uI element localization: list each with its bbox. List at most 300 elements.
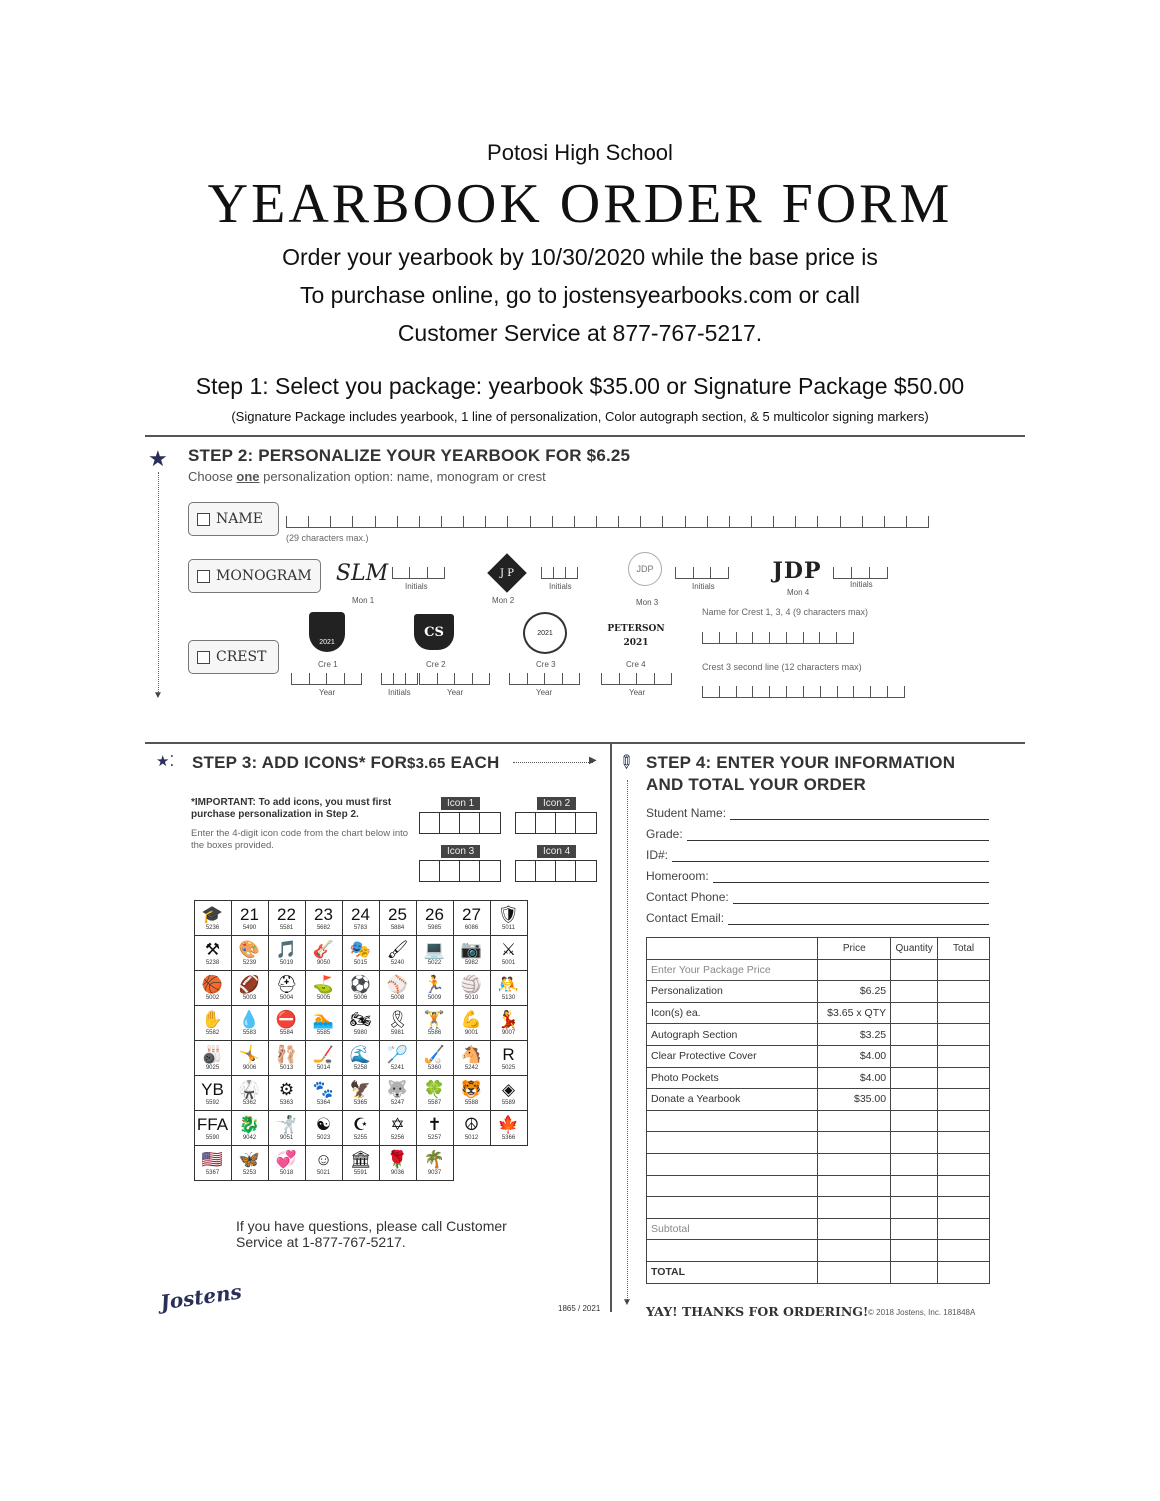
icon-chart-code: 5130 [501, 994, 516, 1001]
step4-title-line1: STEP 4: ENTER YOUR INFORMATION [646, 753, 956, 772]
monogram-4-boxes[interactable] [833, 563, 888, 579]
icon-chart-cell [305, 1145, 343, 1181]
order-item-quantity-input[interactable] [891, 1261, 938, 1283]
monogram-3-emblem: JDP [628, 552, 662, 586]
monogram-2-field-label: Initials [549, 582, 572, 591]
icon-chart-cell [268, 935, 306, 971]
crest-2-shield: CS [414, 614, 454, 650]
order-item-total-input[interactable] [938, 1089, 990, 1111]
icon-chart-cell [231, 900, 269, 936]
icon-chart-row [194, 1145, 574, 1180]
order-item-label: Personalization [647, 981, 818, 1003]
icon-chart-glyph-icon: 🏀 [201, 974, 224, 994]
icon-chart [194, 900, 574, 1180]
crest-2-initials-boxes[interactable] [381, 669, 418, 685]
order-item-quantity-input[interactable] [891, 1089, 938, 1111]
order-item-quantity-input[interactable] [891, 1110, 938, 1132]
order-table-row [647, 959, 990, 981]
icon-chart-code: 5019 [279, 959, 294, 966]
icon-chart-cell [231, 1145, 269, 1181]
icon-chart-code: 5363 [279, 1099, 294, 1106]
icon-chart-cell [490, 1005, 528, 1041]
order-table-row [647, 1218, 990, 1240]
name-option-button[interactable] [188, 502, 279, 536]
order-table-header-row [647, 938, 990, 960]
icon-chart-cell [453, 1110, 491, 1146]
grade-field[interactable] [646, 827, 989, 841]
step2-subtitle [188, 469, 546, 484]
icon-chart-cell [490, 1110, 528, 1146]
icon-chart-glyph-icon: 🩰 [275, 1044, 298, 1064]
step1-text: Step 1: Select you package: yearbook $35.00 or Signature Package $50.00 [195, 373, 965, 399]
header-item [647, 938, 818, 960]
order-item-quantity-input[interactable] [891, 1175, 938, 1197]
icon-chart-glyph-icon: 🎳 [201, 1044, 224, 1064]
order-item-total-input[interactable] [938, 1132, 990, 1154]
icon-chart-code: 5018 [279, 1169, 294, 1176]
order-item-price [818, 1175, 891, 1197]
icon-chart-code: 5022 [427, 959, 442, 966]
icon-chart-glyph-icon: 🐾 [312, 1079, 335, 1099]
icon-chart-glyph-icon: ⚾ [386, 974, 409, 994]
icon-chart-glyph-icon: 27 [462, 904, 481, 924]
icon-chart-cell [342, 900, 380, 936]
icon-chart-cell [379, 900, 417, 936]
step3-each: EACH [450, 753, 500, 772]
icon-chart-glyph-icon: 25 [388, 904, 407, 924]
icon-chart-glyph-icon: 🤺 [275, 1114, 298, 1134]
icon-chart-code: 5253 [242, 1169, 257, 1176]
icon-chart-cell [453, 1040, 491, 1076]
icon-chart-code: 5001 [501, 959, 516, 966]
icon-chart-glyph-icon: ☺ [314, 1149, 333, 1169]
icon-chart-glyph-icon: ⛔ [275, 1009, 298, 1029]
order-item-price [818, 1218, 891, 1240]
order-item-quantity-input[interactable] [891, 981, 938, 1003]
form-code: 1865 / 2021 [558, 1304, 601, 1313]
icon-chart-code: 5247 [390, 1099, 405, 1106]
order-item-total-input[interactable] [938, 1110, 990, 1132]
monogram-1-emblem: SLM [335, 560, 389, 586]
icon-chart-cell [268, 970, 306, 1006]
icon-chart-glyph-icon: 🎭 [349, 939, 372, 959]
id-field[interactable] [646, 848, 989, 862]
icon-chart-glyph-icon: 🏊 [312, 1009, 335, 1029]
order-item-quantity-input[interactable] [891, 1024, 938, 1046]
icon-chart-glyph-icon: 🐺 [386, 1079, 409, 1099]
icon-chart-code: 5021 [316, 1169, 331, 1176]
crest-1-year-boxes[interactable] [291, 669, 362, 685]
order-item-quantity-input[interactable] [891, 1197, 938, 1219]
contact-phone-field[interactable] [646, 890, 989, 904]
crest-name-boxes[interactable] [702, 628, 854, 644]
icon-chart-glyph-icon: 🤸 [238, 1044, 261, 1064]
icon-chart-glyph-icon: ✋ [201, 1009, 224, 1029]
icon-chart-cell [268, 1040, 306, 1076]
icon-2-code-boxes[interactable] [515, 812, 597, 834]
order-table-row [647, 1110, 990, 1132]
icon-chart-code: 5005 [316, 994, 331, 1001]
order-item-total-input[interactable] [938, 1240, 990, 1262]
crest-4-caption: Cre 4 [626, 660, 646, 669]
icon-chart-glyph-icon: ☯ [315, 1114, 332, 1134]
icon-chart-glyph-icon: ⚔ [500, 939, 517, 959]
icon-chart-glyph-icon: 💻 [423, 939, 446, 959]
order-item-quantity-input[interactable] [891, 1067, 938, 1089]
name-checkbox[interactable] [197, 513, 210, 526]
icon-chart-code: 9037 [427, 1169, 442, 1176]
icon-chart-glyph-icon: ✡ [390, 1114, 405, 1134]
monogram-4-field-label: Initials [850, 580, 873, 589]
contact-email-label: Contact Email: [646, 911, 725, 925]
icon-chart-code: 5241 [390, 1064, 405, 1071]
icon-chart-glyph-icon: ✝ [427, 1114, 442, 1134]
header-total: Total [938, 938, 990, 960]
icon-chart-cell [305, 1005, 343, 1041]
order-item-quantity-input[interactable] [891, 1240, 938, 1262]
crest-2-year-label: Year [447, 688, 464, 697]
icon-chart-cell [194, 970, 232, 1006]
order-item-price: $3.65 x QTY [818, 1002, 891, 1024]
online-purchase-text: To purchase online, go to jostensyearbooks.com or call [300, 282, 860, 308]
icon-chart-code: 5590 [205, 1134, 220, 1141]
order-item-label [647, 1110, 818, 1132]
icon-4-code-boxes[interactable] [515, 860, 597, 882]
order-item-quantity-input[interactable] [891, 1153, 938, 1175]
homeroom-line[interactable] [713, 871, 989, 883]
icon-chart-code: 5006 [353, 994, 368, 1001]
icon-chart-cell [379, 970, 417, 1006]
arrow-down-icon-step4: ▼ [622, 1297, 632, 1308]
icon-chart-cell [379, 1005, 417, 1041]
order-item-label: Autograph Section [647, 1024, 818, 1046]
icon-chart-cell [379, 1145, 417, 1181]
icon-chart-code: 5362 [242, 1099, 257, 1106]
order-item-total-input[interactable] [938, 959, 990, 981]
icon-chart-code: 5980 [353, 1029, 368, 1036]
icon-chart-cell [231, 1005, 269, 1041]
icon-chart-glyph-icon: 🏸 [386, 1044, 409, 1064]
icon-chart-glyph-icon: 🎗 [386, 1009, 409, 1029]
crest-second-line-note: Crest 3 second line (12 characters max) [702, 662, 862, 672]
icon-chart-code: 5238 [205, 959, 220, 966]
icon-chart-code: 6086 [464, 924, 479, 931]
star-icon: ★ [148, 446, 168, 471]
icon-chart-code: 5009 [427, 994, 442, 1001]
icon-chart-glyph-icon: 💞 [275, 1149, 298, 1169]
icon-chart-row [194, 1040, 574, 1075]
icon-chart-glyph-icon: 🎵 [275, 939, 298, 959]
student-name-field[interactable] [646, 806, 989, 820]
icon-chart-cell [490, 935, 528, 971]
icon-chart-cell [194, 1005, 232, 1041]
order-item-quantity-input[interactable] [891, 1002, 938, 1024]
order-total-table [646, 937, 990, 1284]
icon-chart-code: 5588 [464, 1099, 479, 1106]
monogram-2-emblem [487, 553, 527, 593]
icon-chart-cell [342, 1075, 380, 1111]
step3-title [192, 753, 500, 773]
icon-chart-row [194, 1005, 574, 1040]
icon-chart-glyph-icon: R [502, 1044, 515, 1064]
icon-chart-cell [268, 1110, 306, 1146]
crest-checkbox[interactable] [197, 651, 210, 664]
id-line[interactable] [672, 850, 989, 862]
arrow-down-icon: ▼ [153, 690, 163, 701]
icon-1-label: Icon 1 [441, 797, 480, 810]
order-item-price: $4.00 [818, 1067, 891, 1089]
step2-title: STEP 2: PERSONALIZE YOUR YEARBOOK FOR $6.25 [188, 446, 631, 465]
icon-chart-cell [305, 1075, 343, 1111]
monogram-3-boxes[interactable] [675, 563, 729, 579]
form-title: YEARBOOK ORDER FORM [207, 173, 953, 235]
icon-2-label: Icon 2 [537, 797, 576, 810]
icon-chart-glyph-icon: ⛑ [275, 974, 298, 994]
crest-option-button[interactable] [188, 640, 279, 674]
crest-1-shield: 2021 [309, 612, 345, 652]
icon-3-code-boxes[interactable] [419, 860, 501, 882]
icon-chart-code: 5783 [353, 924, 368, 931]
name-character-boxes[interactable] [286, 512, 929, 528]
icon-chart-cell [231, 1040, 269, 1076]
steps-divider [610, 742, 612, 1312]
icon-chart-cell [194, 1110, 232, 1146]
order-item-quantity-input[interactable] [891, 1218, 938, 1240]
step3-important-note: *IMPORTANT: To add icons, you must first purchase personalization in Step 2. [191, 797, 392, 820]
icon-chart-cell [453, 1075, 491, 1111]
icon-chart-glyph-icon: 🦅 [349, 1079, 372, 1099]
order-item-total-input[interactable] [938, 1002, 990, 1024]
icon-chart-cell [231, 1110, 269, 1146]
icon-chart-code: 5010 [464, 994, 479, 1001]
monogram-3-field-label: Initials [692, 582, 715, 591]
order-item-total-input[interactable] [938, 1261, 990, 1283]
icon-chart-glyph-icon: 🏛 [349, 1149, 372, 1169]
step4-dotted-guide [627, 780, 628, 1302]
icon-chart-code: 5366 [501, 1134, 516, 1141]
order-item-total-input[interactable] [938, 1153, 990, 1175]
crest-name-note: Name for Crest 1, 3, 4 (9 characters max) [702, 607, 869, 617]
icon-chart-code: 5025 [501, 1064, 516, 1071]
icon-chart-glyph-icon: 🛡 [497, 904, 520, 924]
icon-chart-cell [194, 1040, 232, 1076]
order-item-price [818, 1153, 891, 1175]
order-item-label [647, 1132, 818, 1154]
contact-phone-line[interactable] [733, 892, 989, 904]
icon-chart-glyph-icon: 💪 [460, 1009, 483, 1029]
order-item-label: Donate a Yearbook [647, 1089, 818, 1111]
icon-chart-glyph-icon: 🐴 [460, 1044, 483, 1064]
crest-4-field-label: Year [629, 688, 646, 697]
icon-3-label: Icon 3 [441, 845, 480, 858]
icon-chart-cell [453, 970, 491, 1006]
icon-chart-code: 9007 [501, 1029, 516, 1036]
icon-chart-code: 5981 [390, 1029, 405, 1036]
name-option-label: NAME [216, 511, 263, 527]
icon-chart-cell [342, 935, 380, 971]
icon-chart-code: 5365 [353, 1099, 368, 1106]
step2-subtitle-post: personalization option: name, monogram or crest [259, 469, 546, 484]
order-item-price [818, 1240, 891, 1262]
order-item-label: Clear Protective Cover [647, 1045, 818, 1067]
order-item-label: Photo Pockets [647, 1067, 818, 1089]
order-item-label [647, 1153, 818, 1175]
icon-chart-glyph-icon: 🏒 [312, 1044, 335, 1064]
icon-chart-cell [268, 1075, 306, 1111]
crest-4-year-boxes[interactable] [601, 669, 672, 685]
order-table-row [647, 1067, 990, 1089]
icon-chart-code: 5255 [353, 1134, 368, 1141]
icon-chart-cell [416, 1005, 454, 1041]
icon-chart-cell [416, 1145, 454, 1181]
icon-chart-code: 5236 [205, 924, 220, 931]
grade-label: Grade: [646, 827, 683, 841]
icon-chart-cell [194, 1145, 232, 1181]
icon-chart-glyph-icon: ⛳ [312, 974, 335, 994]
icon-chart-code: 5239 [242, 959, 257, 966]
icon-chart-code: 5587 [427, 1099, 442, 1106]
icon-chart-code: 5584 [279, 1029, 294, 1036]
icon-chart-code: 5985 [427, 924, 442, 931]
thanks-message: YAY! THANKS FOR ORDERING! [646, 1304, 869, 1319]
icon-chart-code: 5591 [353, 1169, 368, 1176]
icon-chart-cell [490, 970, 528, 1006]
icon-chart-cell [342, 1005, 380, 1041]
icon-chart-cell [416, 1075, 454, 1111]
icon-chart-code: 5589 [501, 1099, 516, 1106]
order-item-label: Icon(s) ea. [647, 1002, 818, 1024]
icon-chart-code: 9036 [390, 1169, 405, 1176]
step2-top-rule [145, 435, 1025, 437]
monogram-2-caption: Mon 2 [492, 596, 515, 605]
icon-chart-cell [305, 935, 343, 971]
icon-chart-code: 5585 [316, 1029, 331, 1036]
icon-chart-glyph-icon: 💧 [238, 1009, 261, 1029]
monogram-4-caption: Mon 4 [787, 588, 810, 597]
order-item-label [647, 1240, 818, 1262]
crest-1-emblem [305, 608, 349, 656]
icon-chart-cell [268, 1145, 306, 1181]
icon-chart-cell [379, 1040, 417, 1076]
crest-3-year-boxes[interactable] [509, 669, 580, 685]
order-item-quantity-input[interactable] [891, 959, 938, 981]
monogram-1-boxes[interactable] [392, 563, 445, 579]
order-item-quantity-input[interactable] [891, 1045, 938, 1067]
icon-chart-code: 5242 [464, 1064, 479, 1071]
icon-chart-cell [416, 935, 454, 971]
icon-chart-cell [268, 1005, 306, 1041]
name-max-note: (29 characters max.) [286, 533, 369, 543]
icon-chart-code: 5023 [316, 1134, 331, 1141]
monogram-option-button[interactable] [188, 559, 321, 593]
icon-chart-glyph-icon: 🎨 [238, 939, 261, 959]
order-table-row [647, 1261, 990, 1283]
icon-chart-cell [342, 1145, 380, 1181]
icon-chart-glyph-icon: 🌊 [349, 1044, 372, 1064]
icon-chart-glyph-icon: 23 [314, 904, 333, 924]
step3-instructions: Enter the 4-digit icon code from the chart below into the boxes provided. [191, 828, 409, 851]
monogram-2-boxes[interactable] [541, 563, 578, 579]
icon-chart-row [194, 1075, 574, 1110]
icon-chart-glyph-icon: 🏋 [423, 1009, 446, 1029]
crest-3-emblem: 2021 [523, 612, 567, 654]
grade-line[interactable] [687, 829, 989, 841]
step2-dotted-guide [158, 472, 159, 694]
icon-chart-cell [194, 900, 232, 936]
crest-2-emblem [410, 610, 458, 654]
order-item-price [818, 1132, 891, 1154]
order-table-row [647, 1045, 990, 1067]
jostens-logo: Jostens [158, 1279, 244, 1315]
step1-note: (Signature Package includes yearbook, 1 line of personalization, Color autograph section, & 5 multicolor signing markers) [231, 409, 929, 424]
icon-chart-code: 5257 [427, 1134, 442, 1141]
icon-chart-cell [231, 970, 269, 1006]
icon-chart-glyph-icon: 🇺🇸 [201, 1149, 224, 1169]
contact-email-line[interactable] [728, 913, 989, 925]
icon-chart-glyph-icon: ⚒ [204, 939, 221, 959]
contact-email-field[interactable] [646, 911, 989, 925]
monogram-checkbox[interactable] [197, 570, 210, 583]
monogram-3-caption: Mon 3 [636, 598, 659, 607]
crest-2-year-boxes[interactable] [419, 669, 490, 685]
icon-chart-code: 9042 [242, 1134, 257, 1141]
icon-chart-glyph-icon: ⚙ [278, 1079, 295, 1099]
crest-1-caption: Cre 1 [318, 660, 338, 669]
order-item-label: Subtotal [647, 1218, 818, 1240]
icon-chart-cell [416, 970, 454, 1006]
icon-chart-cell [342, 1110, 380, 1146]
step2-subtitle-pre: Choose [188, 469, 237, 484]
icon-1-code-boxes[interactable] [419, 812, 501, 834]
icon-chart-glyph-icon: 22 [277, 904, 296, 924]
order-item-price [818, 959, 891, 981]
icon-chart-row [194, 900, 574, 935]
student-name-line[interactable] [730, 808, 989, 820]
order-item-total-input[interactable] [938, 1175, 990, 1197]
icon-chart-glyph-icon: 🤼 [497, 974, 520, 994]
step4-title-line2: AND TOTAL YOUR ORDER [646, 775, 866, 794]
icon-chart-code: 5583 [242, 1029, 257, 1036]
icon-chart-cell [342, 1040, 380, 1076]
icon-chart-glyph-icon: ☪ [352, 1114, 369, 1134]
homeroom-field[interactable] [646, 869, 989, 883]
icon-chart-glyph-icon: 🏃 [423, 974, 446, 994]
icon-chart-glyph-icon: 🎸 [312, 939, 335, 959]
order-item-total-input[interactable] [938, 1024, 990, 1046]
order-item-total-input[interactable] [938, 981, 990, 1003]
monogram-4-emblem: JDP [772, 558, 822, 584]
icon-chart-code: 9001 [464, 1029, 479, 1036]
order-item-quantity-input[interactable] [891, 1132, 938, 1154]
crest-second-line-boxes[interactable] [702, 682, 905, 698]
order-item-total-input[interactable] [938, 1197, 990, 1219]
order-item-total-input[interactable] [938, 1067, 990, 1089]
icon-chart-code: 5240 [390, 959, 405, 966]
step3-title-text: STEP 3: ADD ICONS* FOR [192, 753, 408, 772]
order-table-row [647, 1089, 990, 1111]
icon-chart-code: 5581 [279, 924, 294, 931]
icon-chart-code: 5582 [205, 1029, 220, 1036]
order-item-total-input[interactable] [938, 1218, 990, 1240]
order-item-total-input[interactable] [938, 1045, 990, 1067]
icon-chart-glyph-icon: FFA [196, 1114, 229, 1134]
icon-chart-glyph-icon: 🏍 [349, 1009, 372, 1029]
icon-chart-code: 9051 [279, 1134, 294, 1141]
icon-chart-cell [416, 1040, 454, 1076]
order-item-price: $35.00 [818, 1089, 891, 1111]
order-table-row [647, 1240, 990, 1262]
pen-icon: ✎ [613, 749, 639, 775]
